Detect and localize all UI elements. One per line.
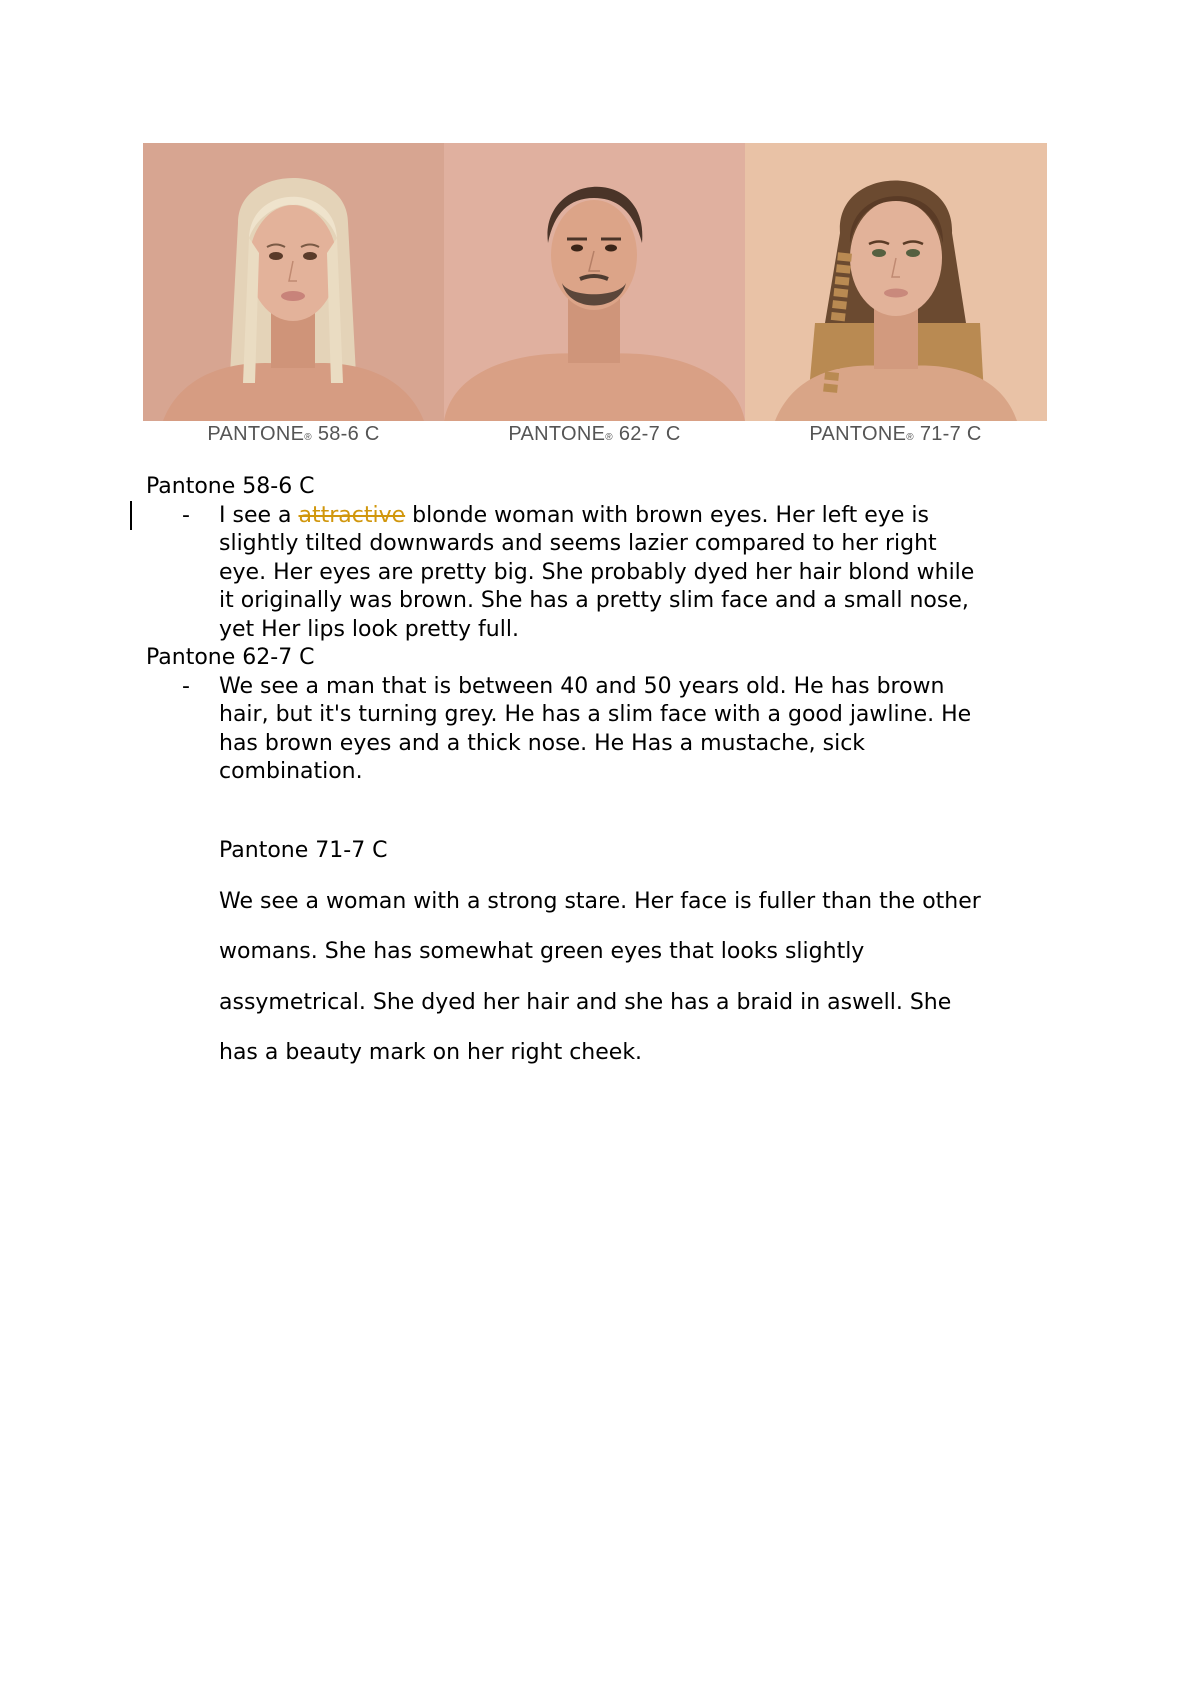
section-heading: Pantone 71-7 C	[219, 838, 388, 863]
document-body[interactable]	[146, 473, 1086, 1090]
deleted-text[interactable]: attractive	[298, 502, 406, 528]
pantone-labels	[143, 421, 1047, 449]
portrait-man	[444, 143, 745, 421]
list-item	[146, 502, 1086, 645]
portrait-brunette-woman	[745, 143, 1047, 421]
text-line: womans. She has somewhat green eyes that looks slightly	[219, 939, 865, 964]
text-line: it originally was brown. She has a pretty slim face and a small nose,	[219, 588, 969, 613]
portrait-image	[143, 143, 1047, 421]
portrait-blonde-woman	[143, 143, 444, 421]
text-line: I see a attractive blonde woman with brown eyes. Her left eye is	[219, 502, 929, 528]
pantone-label: PANTONE® 58-6 C	[207, 423, 380, 445]
bullet-dash: -	[182, 673, 190, 699]
text-line: has a beauty mark on her right cheek.	[219, 1040, 643, 1065]
text-line: eye. Her eyes are pretty big. She probably dyed her hair blond while	[219, 559, 975, 585]
tracked-change-bar	[130, 501, 132, 530]
text-line: has brown eyes and a thick nose. He Has a mustache, sick	[219, 730, 866, 756]
text-line: We see a man that is between 40 and 50 years old. He has brown	[219, 673, 945, 699]
paragraph	[219, 502, 1085, 645]
blank-line	[146, 787, 1086, 816]
paragraph	[219, 673, 1085, 787]
list-item	[146, 673, 1086, 787]
paragraph	[219, 837, 1085, 1068]
pantone-label: PANTONE® 71-7 C	[809, 423, 982, 445]
text-line: We see a woman with a strong stare. Her face is fuller than the other	[219, 888, 981, 914]
section-heading: Pantone 62-7 C	[146, 645, 315, 670]
text-line: yet Her lips look pretty full.	[219, 616, 519, 642]
text-line: assymetrical. She dyed her hair and she has a braid in aswell. She	[219, 989, 952, 1015]
text-line: slightly tilted downwards and seems lazier compared to her right	[219, 531, 937, 556]
bullet-dash: -	[182, 502, 190, 528]
text-line: combination.	[219, 759, 363, 784]
text-line: hair, but it's turning grey. He has a slim face with a good jawline. He	[219, 702, 972, 727]
section-heading: Pantone 58-6 C	[146, 474, 315, 499]
pantone-label: PANTONE® 62-7 C	[508, 423, 681, 445]
